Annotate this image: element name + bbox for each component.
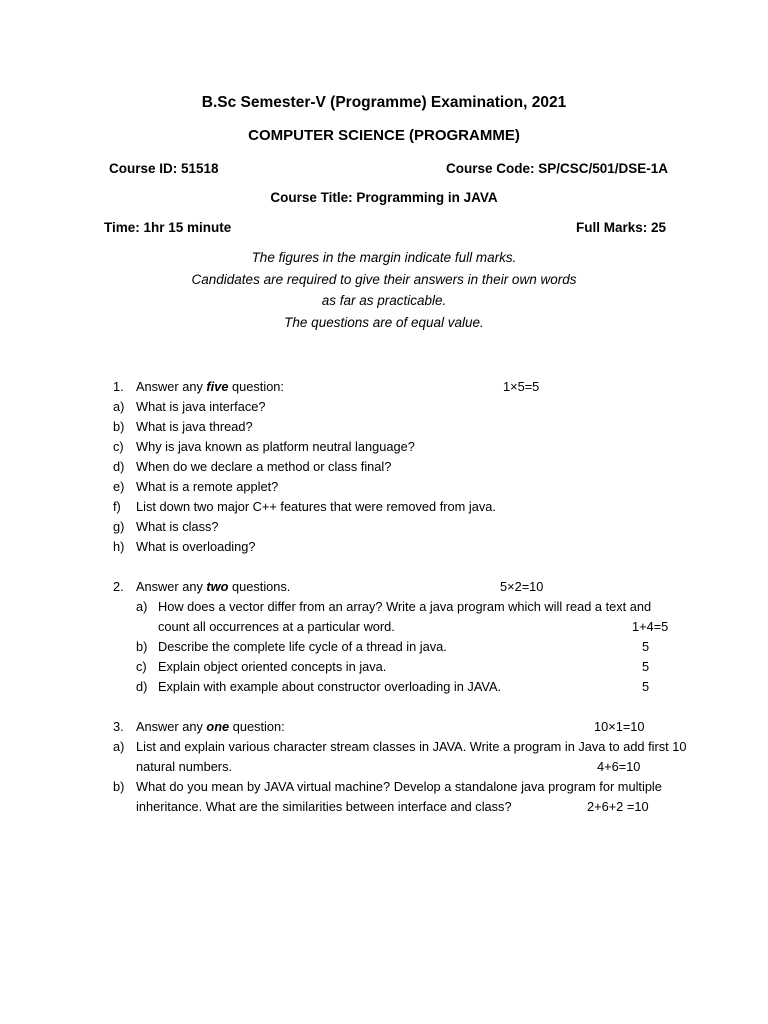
item-label: g) bbox=[113, 519, 125, 534]
course-code: Course Code: SP/CSC/501/DSE-1A bbox=[446, 161, 669, 176]
item-text: inheritance. What are the similarities between interface and class? bbox=[136, 799, 512, 814]
item-text: When do we declare a method or class final? bbox=[136, 459, 392, 474]
question-number: 1. bbox=[113, 379, 124, 394]
item-label: b) bbox=[136, 639, 148, 654]
item-label: e) bbox=[113, 479, 125, 494]
full-marks: Full Marks: 25 bbox=[576, 220, 667, 235]
item-text: natural numbers. bbox=[136, 759, 233, 774]
item-label: f) bbox=[113, 499, 121, 514]
item-marks: 5 bbox=[642, 679, 650, 694]
question-marks: 5×2=10 bbox=[500, 579, 544, 594]
item-text: What is a remote applet? bbox=[136, 479, 279, 494]
question-marks: 1×5=5 bbox=[503, 379, 540, 394]
question-heading: Answer any five question: bbox=[136, 379, 284, 394]
item-label: c) bbox=[113, 439, 124, 454]
course-title: Course Title: Programming in JAVA bbox=[270, 190, 498, 205]
item-marks: 1+4=5 bbox=[632, 619, 669, 634]
item-text: Explain with example about constructor overloading in JAVA. bbox=[158, 679, 502, 694]
item-text: How does a vector differ from an array? Write a java program which will read a text and bbox=[158, 599, 652, 614]
exam-time: Time: 1hr 15 minute bbox=[104, 220, 232, 235]
item-label: c) bbox=[136, 659, 147, 674]
item-text: Explain object oriented concepts in java. bbox=[158, 659, 387, 674]
item-text: count all occurrences at a particular word. bbox=[158, 619, 395, 634]
instruction-line: Candidates are required to give their answers in their own words bbox=[191, 272, 577, 287]
question-number: 3. bbox=[113, 719, 124, 734]
subject-title: COMPUTER SCIENCE (PROGRAMME) bbox=[248, 127, 520, 144]
item-marks: 2+6+2 =10 bbox=[587, 799, 649, 814]
item-text: What is java interface? bbox=[136, 399, 266, 414]
item-label: b) bbox=[113, 779, 125, 794]
item-marks: 4+6=10 bbox=[597, 759, 641, 774]
item-marks: 5 bbox=[642, 659, 650, 674]
item-label: d) bbox=[136, 679, 148, 694]
item-label: b) bbox=[113, 419, 125, 434]
item-marks: 5 bbox=[642, 639, 650, 654]
question-heading: Answer any two questions. bbox=[136, 579, 291, 594]
item-label: a) bbox=[113, 739, 125, 754]
question-marks: 10×1=10 bbox=[594, 719, 645, 734]
item-label: a) bbox=[113, 399, 125, 414]
item-text: List down two major C++ features that were removed from java. bbox=[136, 499, 496, 514]
item-text: What is class? bbox=[136, 519, 219, 534]
instruction-line: The figures in the margin indicate full marks. bbox=[251, 250, 517, 265]
item-text: What is overloading? bbox=[136, 539, 256, 554]
course-id: Course ID: 51518 bbox=[109, 161, 219, 176]
item-label: d) bbox=[113, 459, 125, 474]
question-number: 2. bbox=[113, 579, 124, 594]
item-text: List and explain various character stream classes in JAVA. Write a program in Java to add first 10 bbox=[136, 739, 687, 754]
item-text: What do you mean by JAVA virtual machine? Develop a standalone java program for multiple bbox=[136, 779, 662, 794]
exam-title: B.Sc Semester-V (Programme) Examination, 2021 bbox=[201, 94, 567, 111]
item-text: Describe the complete life cycle of a thread in java. bbox=[158, 639, 447, 654]
item-label: a) bbox=[136, 599, 148, 614]
instruction-line: as far as practicable. bbox=[321, 293, 447, 308]
question-heading: Answer any one question: bbox=[136, 719, 285, 734]
instruction-line: The questions are of equal value. bbox=[284, 315, 484, 330]
item-text: What is java thread? bbox=[136, 419, 253, 434]
item-text: Why is java known as platform neutral language? bbox=[136, 439, 415, 454]
item-label: h) bbox=[113, 539, 125, 554]
